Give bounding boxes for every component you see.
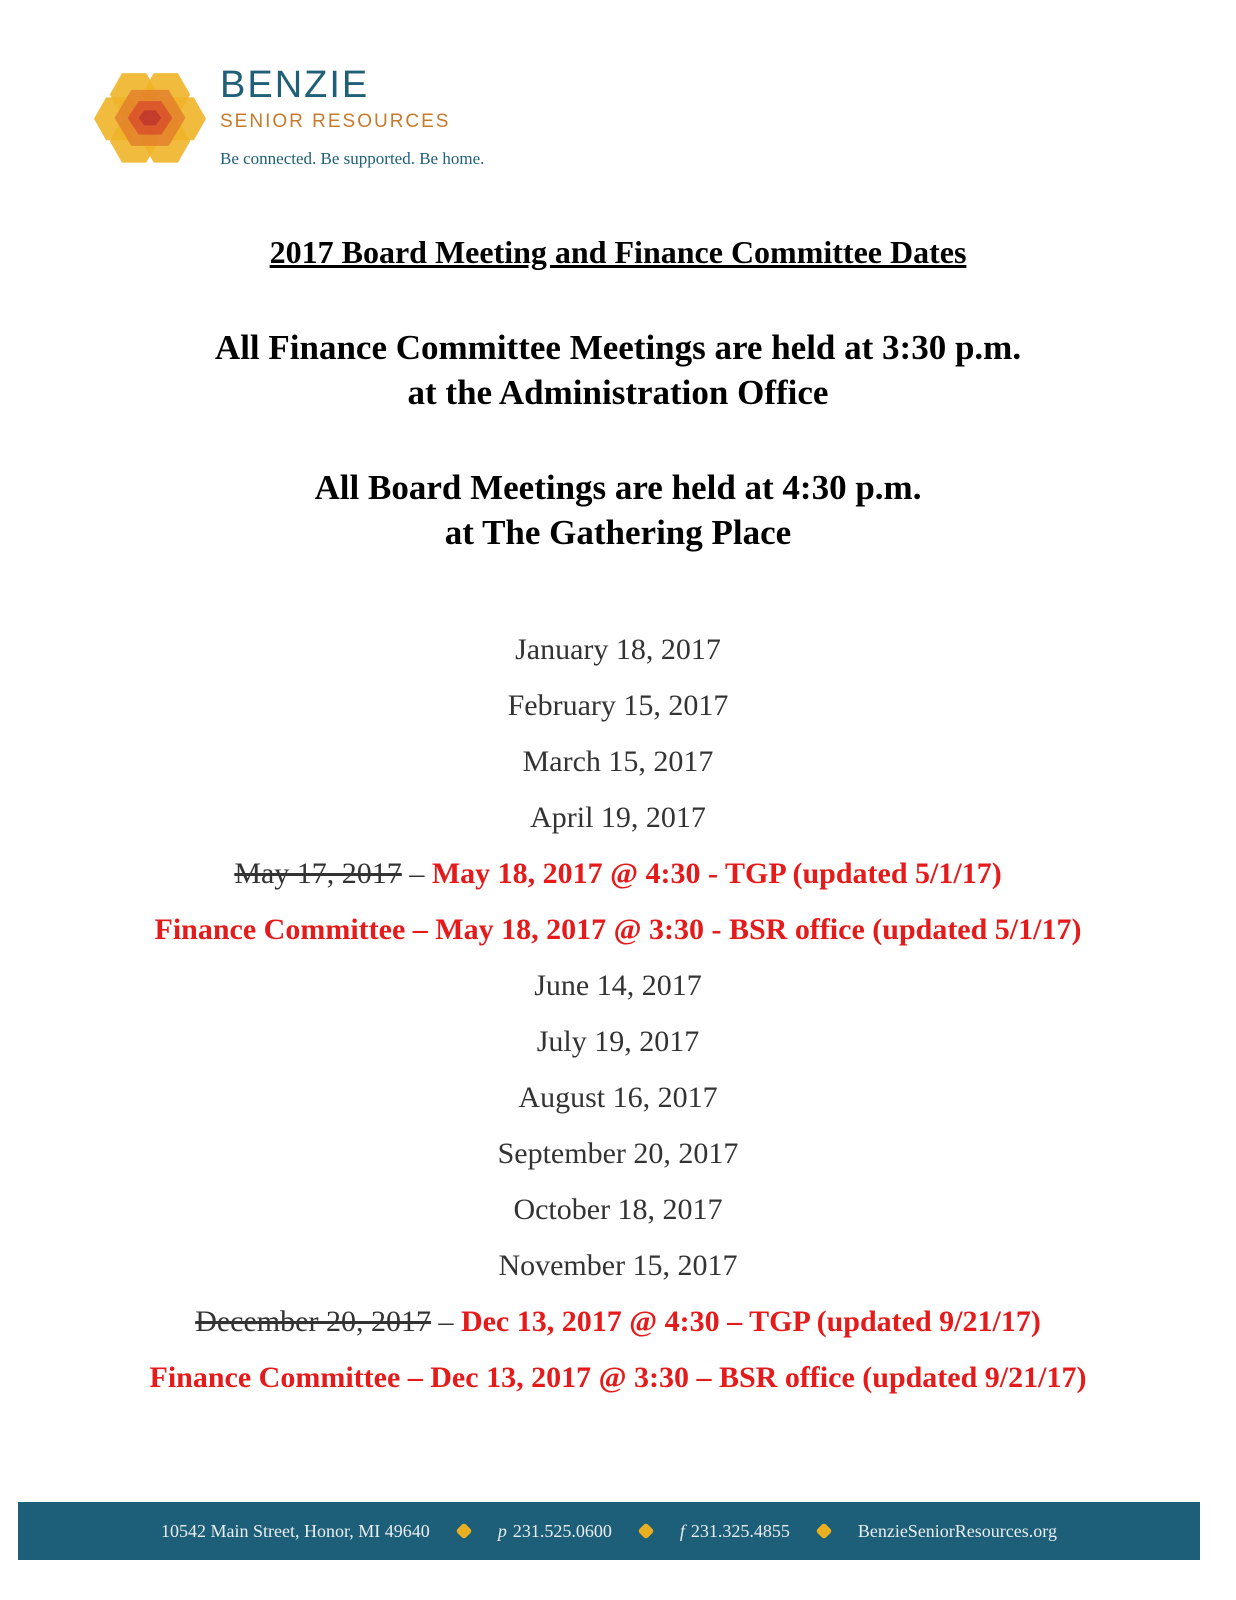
finance-meetings-heading: All Finance Committee Meetings are held at 3:30 p.m. [214, 328, 1022, 367]
footer-phone [484, 1521, 626, 1542]
footer-fax [666, 1521, 804, 1542]
hexagon-bullet-icon [815, 1523, 832, 1540]
board-meetings-heading: All Board Meetings are held at 4:30 p.m. [314, 468, 922, 507]
updated-date: May 18, 2017 @ 4:30 - TGP (updated 5/1/17) [431, 857, 1002, 890]
date-row [0, 796, 1236, 852]
date-text: March 15, 2017 [522, 745, 714, 778]
fax-label: f [679, 1520, 685, 1541]
date-row-updated [0, 1300, 1236, 1356]
footer-bar [18, 1502, 1200, 1560]
updated-date: Dec 13, 2017 @ 4:30 – TGP (updated 9/21/17) [460, 1305, 1041, 1338]
date-row [0, 1244, 1236, 1300]
date-text: January 18, 2017 [515, 633, 721, 666]
date-row [0, 628, 1236, 684]
date-text: February 15, 2017 [507, 689, 729, 722]
separator: – [401, 857, 432, 890]
date-row-updated [0, 852, 1236, 908]
fax-number: 231.325.4855 [690, 1520, 790, 1541]
separator: – [430, 1305, 461, 1338]
date-row [0, 1020, 1236, 1076]
finance-update-row [0, 908, 1236, 964]
date-text: July 19, 2017 [536, 1025, 700, 1058]
date-text: April 19, 2017 [530, 801, 706, 834]
brand-tagline: Be connected. Be supported. Be home. [220, 149, 485, 168]
date-text: September 20, 2017 [497, 1137, 739, 1170]
struck-date: December 20, 2017 [195, 1305, 431, 1338]
brand-name: BENZIE [220, 64, 370, 106]
date-row [0, 1132, 1236, 1188]
page-title: 2017 Board Meeting and Finance Committee Dates [269, 234, 967, 270]
date-row [0, 740, 1236, 796]
footer-website[interactable]: BenzieSeniorResources.org [857, 1520, 1057, 1541]
date-row [0, 1188, 1236, 1244]
finance-update-row [0, 1356, 1236, 1412]
meeting-dates-list [0, 628, 1236, 1412]
date-row [0, 1076, 1236, 1132]
date-text: August 16, 2017 [518, 1081, 718, 1114]
honeycomb-logo-icon [94, 66, 206, 166]
date-text: June 14, 2017 [534, 969, 702, 1002]
date-row [0, 964, 1236, 1020]
phone-label: p [497, 1520, 507, 1541]
date-text: November 15, 2017 [498, 1249, 738, 1282]
date-row [0, 684, 1236, 740]
finance-meetings-location: at the Administration Office [407, 373, 829, 412]
phone-number: 231.525.0600 [512, 1520, 612, 1541]
hexagon-bullet-icon [637, 1523, 654, 1540]
updated-date: Finance Committee – May 18, 2017 @ 3:30 - BSR office (updated 5/1/17) [154, 913, 1082, 946]
struck-date: May 17, 2017 [234, 857, 402, 890]
board-meetings-location: at The Gathering Place [444, 513, 792, 552]
hexagon-bullet-icon [455, 1523, 472, 1540]
date-text: October 18, 2017 [513, 1193, 723, 1226]
footer-address: 10542 Main Street, Honor, MI 49640 [161, 1520, 430, 1541]
updated-date: Finance Committee – Dec 13, 2017 @ 3:30 – BSR office (updated 9/21/17) [149, 1361, 1087, 1394]
brand-subtitle: SENIOR RESOURCES [220, 111, 451, 132]
